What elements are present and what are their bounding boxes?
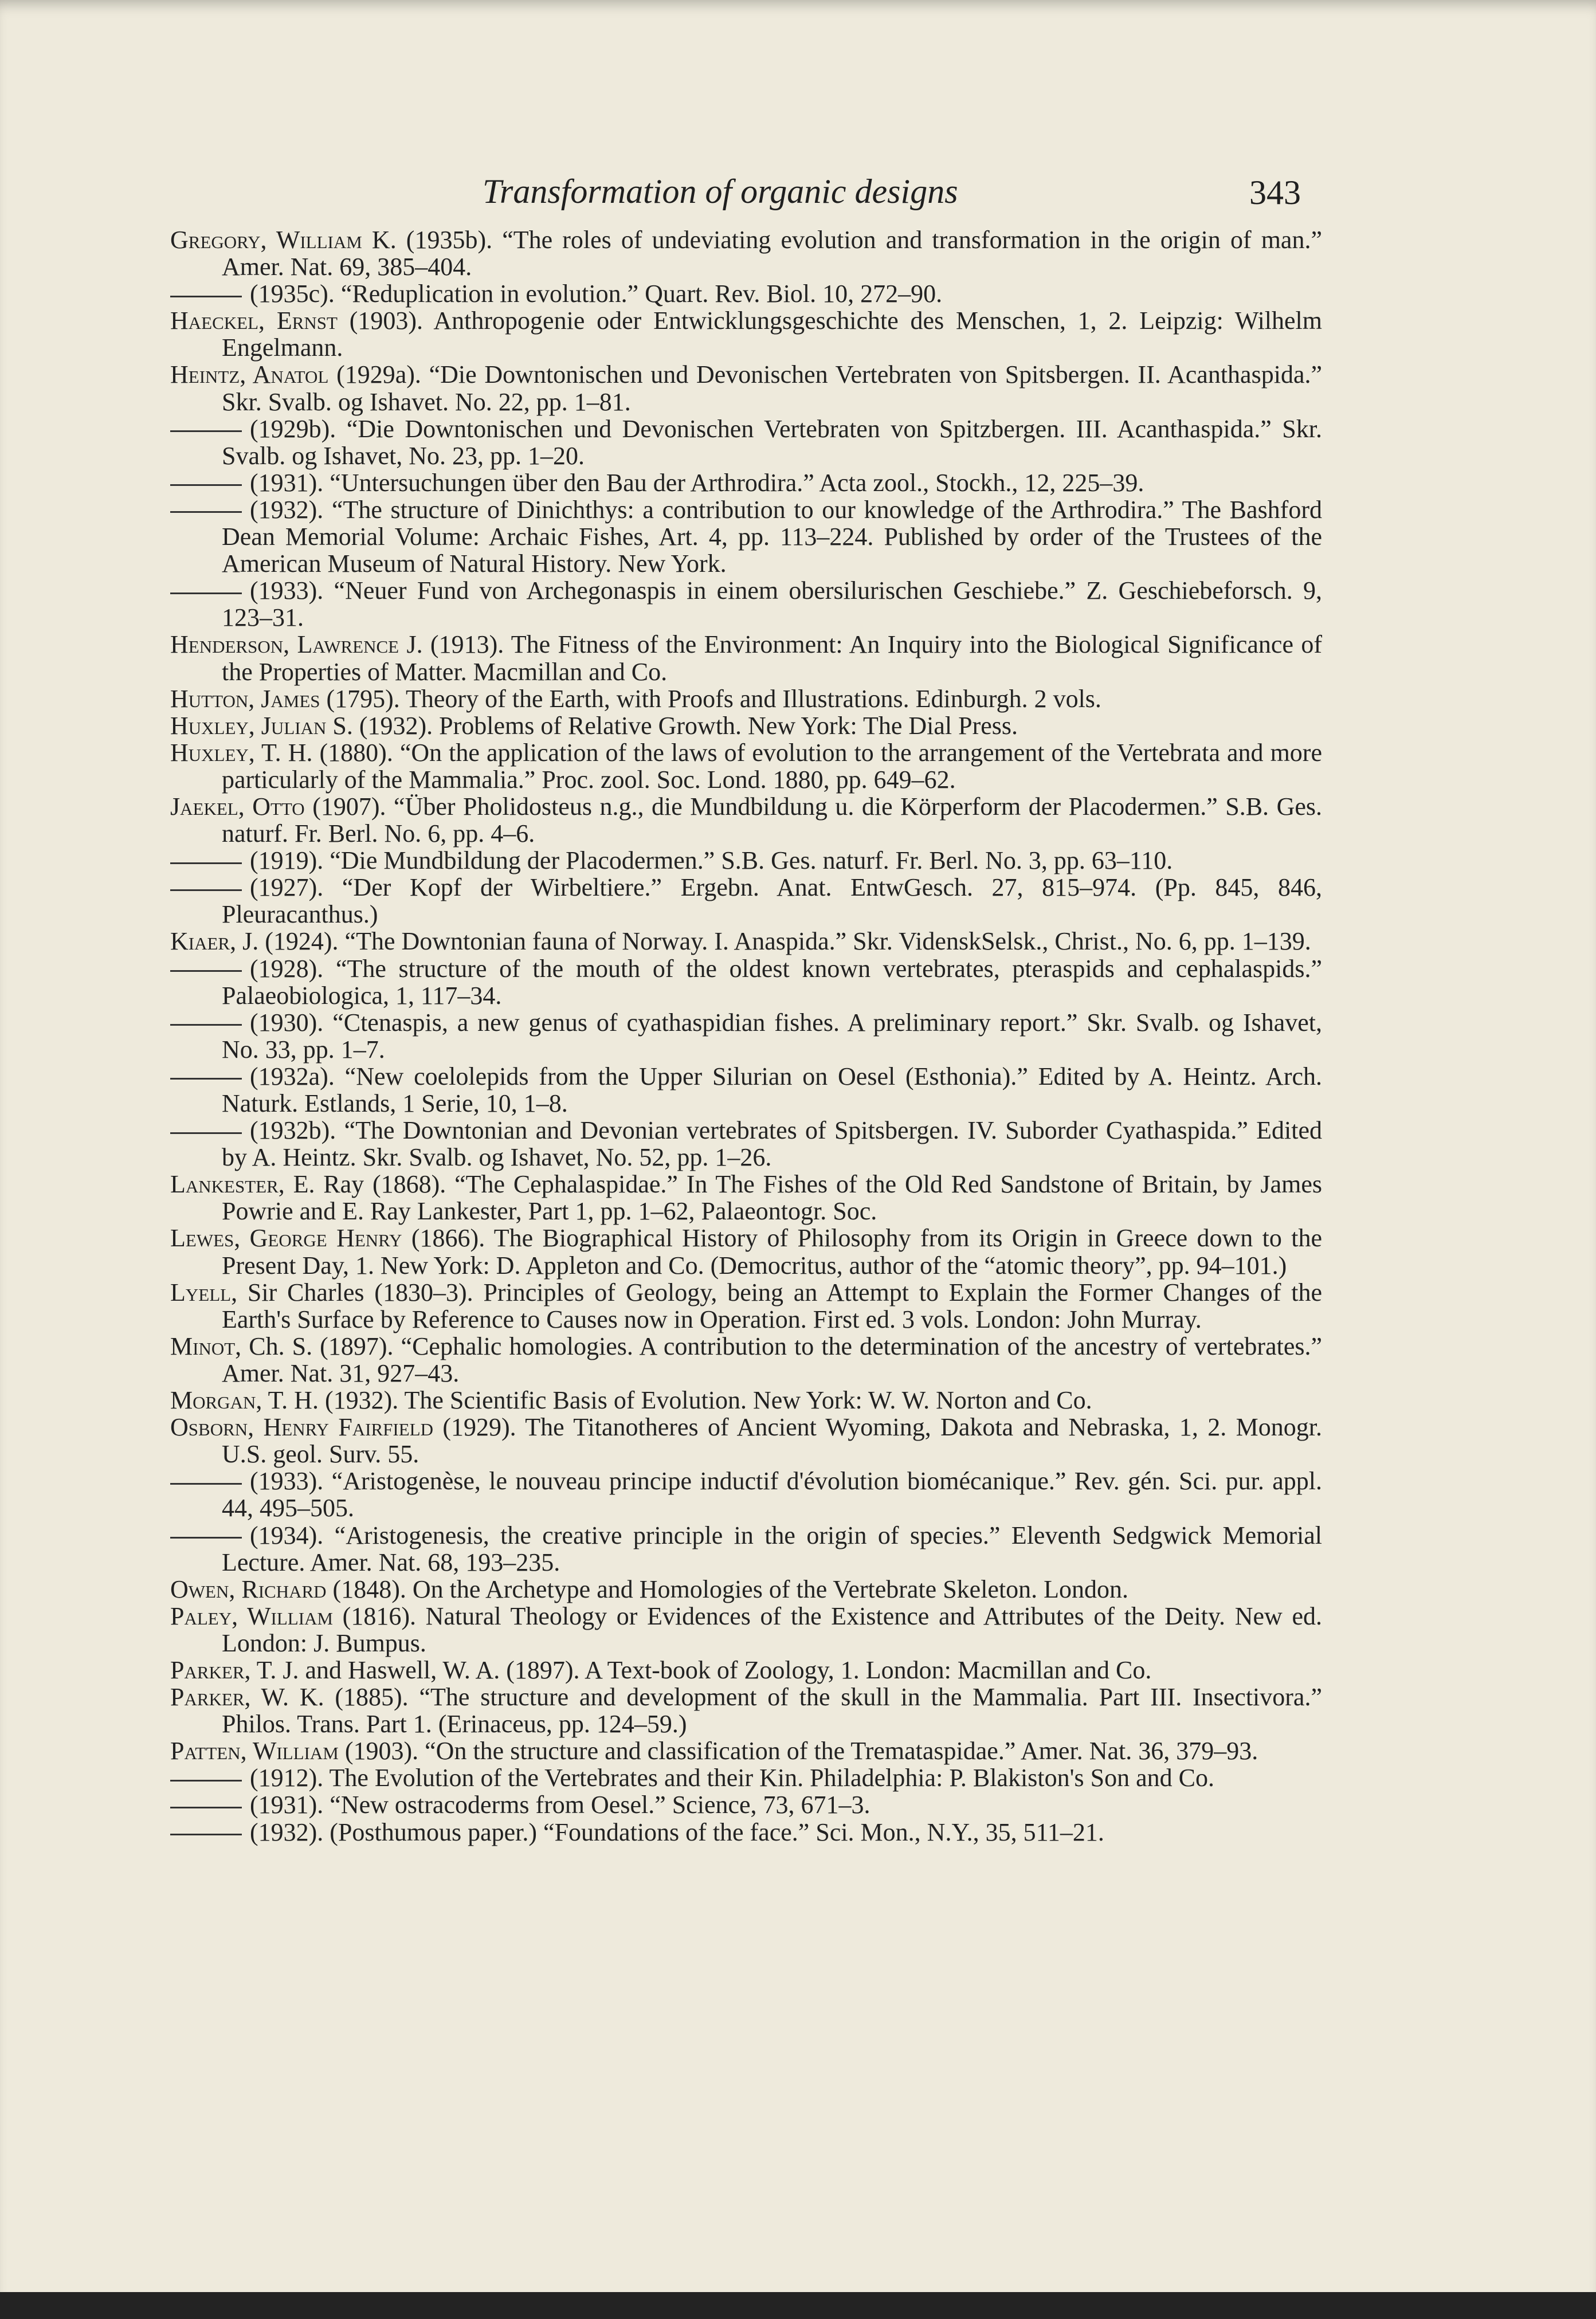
reference-entry <box>170 1603 1322 1657</box>
reference-text: (1795). Theory of the Earth, with Proofs and Illustrations. Edinburgh. 2 vols. <box>320 684 1101 713</box>
reference-author: Parker, <box>170 1655 251 1684</box>
reference-entry <box>170 469 1322 496</box>
reference-entry <box>170 577 1322 631</box>
reference-list <box>170 226 1322 1846</box>
ditto-dash <box>170 592 242 594</box>
reference-entry <box>170 415 1322 469</box>
reference-text: (1928). “The structure of the mouth of the oldest known vertebrates, pteraspids and cephalaspids.” Palaeobiologica, 1, 117–34. <box>222 954 1322 1010</box>
reference-text: (1932a). “New coelolepids from the Upper Silurian on Oesel (Esthonia).” Edited by A. Heintz. Arch. Naturk. Estlands, 1 Serie, 10, 1–8. <box>222 1062 1322 1117</box>
reference-text: (1932b). “The Downtonian and Devonian vertebrates of Spitsbergen. IV. Suborder Cyathaspida.” Edited by A. Heintz. Skr. Svalb. og Ishavet, No. 52, pp. 1–26. <box>222 1116 1322 1172</box>
reference-text: (1929). The Titanotheres of Ancient Wyoming, Dakota and Nebraska, 1, 2. Monogr. U.S. geol. Surv. 55. <box>222 1413 1322 1469</box>
reference-author: Lyell, <box>170 1278 238 1306</box>
reference-text: T. J. and Haswell, W. A. (1897). A Text-book of Zoology, 1. London: Macmillan and Co. <box>250 1655 1152 1684</box>
reference-author: Kiaer, <box>170 927 237 956</box>
reference-entry <box>170 955 1322 1009</box>
reference-text: Ch. S. (1897). “Cephalic homologies. A contribution to the determination of the ancestry of vertebrates.” Amer. Nat. 31, 927–43. <box>222 1332 1322 1387</box>
reference-entry <box>170 1522 1322 1576</box>
reference-author: Gregory, William K. <box>170 226 397 254</box>
ditto-dash <box>170 1024 242 1026</box>
reference-text: (1932). (Posthumous paper.) “Foundations of the face.” Sci. Mon., N.Y., 35, 511–21. <box>250 1818 1104 1846</box>
reference-entry <box>170 1467 1322 1521</box>
ditto-dash <box>170 1483 242 1485</box>
reference-text: (1927). “Der Kopf der Wirbeltiere.” Ergebn. Anat. EntwGesch. 27, 815–974. (Pp. 845, 846, Pleuracanthus.) <box>222 873 1322 929</box>
reference-entry <box>170 1819 1322 1846</box>
reference-author: Lankester, <box>170 1170 285 1199</box>
reference-entry <box>170 685 1322 712</box>
reference-entry <box>170 847 1322 874</box>
reference-entry <box>170 1657 1322 1684</box>
reference-author: Huxley, <box>170 738 255 767</box>
reference-text: (1933). “Aristogenèse, le nouveau principe inductif d'évolution biomécanique.” Rev. gén. Sci. pur. appl. 44, 495–505. <box>222 1467 1322 1523</box>
reference-entry <box>170 631 1322 685</box>
reference-entry <box>170 1764 1322 1791</box>
reference-entry <box>170 280 1322 307</box>
ditto-dash <box>170 484 242 486</box>
reference-text: (1932). “The structure of Dinichthys: a contribution to our knowledge of the Arthrodira.” The Bashford Dean Memorial Volume: Archaic Fishes, Art. 4, pp. 113–224. Published by order of the Trustees of the American Museum of Natural History. New York. <box>222 495 1322 578</box>
reference-entry <box>170 1414 1322 1467</box>
reference-entry <box>170 874 1322 928</box>
ditto-dash <box>170 296 242 297</box>
reference-entry <box>170 793 1322 847</box>
reference-text: (1907). “Über Pholidosteus n.g., die Mundbildung u. die Körperform der Placodermen.” S.B. Ges. naturf. Fr. Berl. No. 6, pp. 4–6. <box>222 792 1322 848</box>
ditto-dash <box>170 889 242 891</box>
page-number: 343 <box>1249 174 1301 211</box>
reference-entry <box>170 1684 1322 1737</box>
reference-entry <box>170 1576 1322 1603</box>
reference-text: J. (1913). The Fitness of the Environment: An Inquiry into the Biological Significance of the Properties of Matter. Macmillan and Co. <box>222 630 1322 686</box>
reference-text: (1929a). “Die Downtonischen und Devonischen Vertebraten von Spitsbergen. II. Acanthaspida.” Skr. Svalb. og Ishavet. No. 22, pp. 1–81. <box>222 360 1322 416</box>
reference-entry <box>170 1009 1322 1063</box>
reference-text: (1866). The Biographical History of Philosophy from its Origin in Greece down to the Present Day, 1. New York: D. Appleton and Co. (Democritus, author of the “atomic theory”, pp. 94–101.) <box>222 1224 1322 1280</box>
reference-author: Parker, <box>170 1683 251 1712</box>
reference-text: Sir Charles (1830–3). Principles of Geology, being an Attempt to Explain the Former Changes of the Earth's Surface by Reference to Causes now in Operation. First ed. 3 vols. London: John Murray. <box>222 1278 1322 1333</box>
reference-text: W. K. (1885). “The structure and development of the skull in the Mammalia. Part III. Insectivora.” Philos. Trans. Part 1. (Erinaceus, pp. 124–59.) <box>222 1683 1322 1739</box>
reference-author: Hutton, James <box>170 684 320 713</box>
reference-text: (1919). “Die Mundbildung der Placodermen.” S.B. Ges. naturf. Fr. Berl. No. 3, pp. 63–110. <box>250 846 1173 875</box>
reference-text: S. (1932). Problems of Relative Growth. New York: The Dial Press. <box>326 711 1018 740</box>
reference-entry <box>170 1063 1322 1117</box>
reference-entry <box>170 1117 1322 1171</box>
reference-text: (1848). On the Archetype and Homologies of the Vertebrate Skeleton. London. <box>326 1575 1129 1603</box>
ditto-dash <box>170 1834 242 1835</box>
reference-text: (1929b). “Die Downtonischen und Devonischen Vertebraten von Spitzbergen. III. Acanthaspida.” Skr. Svalb. og Ishavet, No. 23, pp. 1–20. <box>222 414 1322 470</box>
reference-entry <box>170 1387 1322 1414</box>
reference-author: Minot, <box>170 1332 242 1360</box>
reference-text: (1935c). “Reduplication in evolution.” Quart. Rev. Biol. 10, 272–90. <box>250 280 943 308</box>
reference-entry <box>170 496 1322 577</box>
reference-text: (1933). “Neuer Fund von Archegonaspis in einem obersilurischen Geschiebe.” Z. Geschiebeforsch. 9, 123–31. <box>222 576 1322 632</box>
reference-text: (1903). “On the structure and classification of the Tremataspidae.” Amer. Nat. 36, 379–93. <box>338 1737 1258 1765</box>
reference-text: (1930). “Ctenaspis, a new genus of cyathaspidian fishes. A preliminary report.” Skr. Svalb. og Ishavet, No. 33, pp. 1–7. <box>222 1008 1322 1064</box>
reference-entry <box>170 1791 1322 1818</box>
reference-author: Morgan, <box>170 1386 262 1415</box>
reference-entry <box>170 1171 1322 1225</box>
ditto-dash <box>170 862 242 864</box>
reference-entry <box>170 928 1322 955</box>
reference-author: Patten, William <box>170 1737 339 1765</box>
reference-entry <box>170 1333 1322 1387</box>
reference-author: Paley, William <box>170 1602 333 1630</box>
reference-author: Heintz, Anatol <box>170 360 329 389</box>
reference-author: Henderson, Lawrence <box>170 630 399 659</box>
reference-entry <box>170 307 1322 361</box>
reference-text: E. Ray (1868). “The Cephalaspidae.” In The Fishes of the Old Red Sandstone of Britain, by James Powrie and E. Ray Lankester, Part 1, pp. 1–62, Palaeontogr. Soc. <box>222 1170 1322 1226</box>
reference-entry <box>170 226 1322 280</box>
reference-text: (1935b). “The roles of undeviating evolution and transformation in the origin of man.” Amer. Nat. 69, 385–404. <box>222 226 1322 281</box>
ditto-dash <box>170 1078 242 1080</box>
reference-entry <box>170 1279 1322 1333</box>
reference-entry <box>170 1737 1322 1764</box>
reference-author: Huxley, Julian <box>170 711 327 740</box>
reference-text: T. H. (1880). “On the application of the laws of evolution to the arrangement of the Vertebrata and more particularly of the Mammalia.” Proc. zool. Soc. Lond. 1880, pp. 649–62. <box>222 738 1322 794</box>
reference-author: Lewes, George Henry <box>170 1224 402 1253</box>
reference-author: Osborn, Henry Fairfield <box>170 1413 434 1442</box>
reference-text: (1931). “New ostracoderms from Oesel.” Science, 73, 671–3. <box>250 1791 870 1819</box>
reference-text: (1912). The Evolution of the Vertebrates and their Kin. Philadelphia: P. Blakiston's Son and Co. <box>250 1764 1214 1792</box>
reference-entry <box>170 361 1322 415</box>
ditto-dash <box>170 970 242 972</box>
reference-entry <box>170 739 1322 793</box>
ditto-dash <box>170 1537 242 1539</box>
ditto-dash <box>170 1780 242 1782</box>
running-title: Transformation of organic designs <box>483 172 958 210</box>
reference-text: (1816). Natural Theology or Evidences of the Existence and Attributes of the Deity. New ed. London: J. Bumpus. <box>222 1602 1322 1657</box>
running-header <box>0 172 1596 223</box>
reference-text: (1931). “Untersuchungen über den Bau der Arthrodira.” Acta zool., Stockh., 12, 225–39. <box>250 468 1144 497</box>
ditto-dash <box>170 430 242 432</box>
ditto-dash <box>170 1132 242 1134</box>
reference-author: Haeckel, Ernst <box>170 307 338 335</box>
reference-author: Owen, Richard <box>170 1575 327 1603</box>
reference-text: (1934). “Aristogenesis, the creative principle in the origin of species.” Eleventh Sedgwick Memorial Lecture. Amer. Nat. 68, 193–235. <box>222 1521 1322 1576</box>
ditto-dash <box>170 1807 242 1808</box>
reference-entry <box>170 712 1322 739</box>
reference-author: Jaekel, Otto <box>170 792 305 821</box>
reference-entry <box>170 1225 1322 1278</box>
reference-text: (1903). Anthropogenie oder Entwicklungsgeschichte des Menschen, 1, 2. Leipzig: Wilhelm Engelmann. <box>222 307 1322 362</box>
reference-text: J. (1924). “The Downtonian fauna of Norway. I. Anaspida.” Skr. VidenskSelsk., Christ., No. 6, pp. 1–139. <box>236 927 1311 956</box>
ditto-dash <box>170 511 242 513</box>
reference-text: T. H. (1932). The Scientific Basis of Evolution. New York: W. W. Norton and Co. <box>262 1386 1092 1415</box>
